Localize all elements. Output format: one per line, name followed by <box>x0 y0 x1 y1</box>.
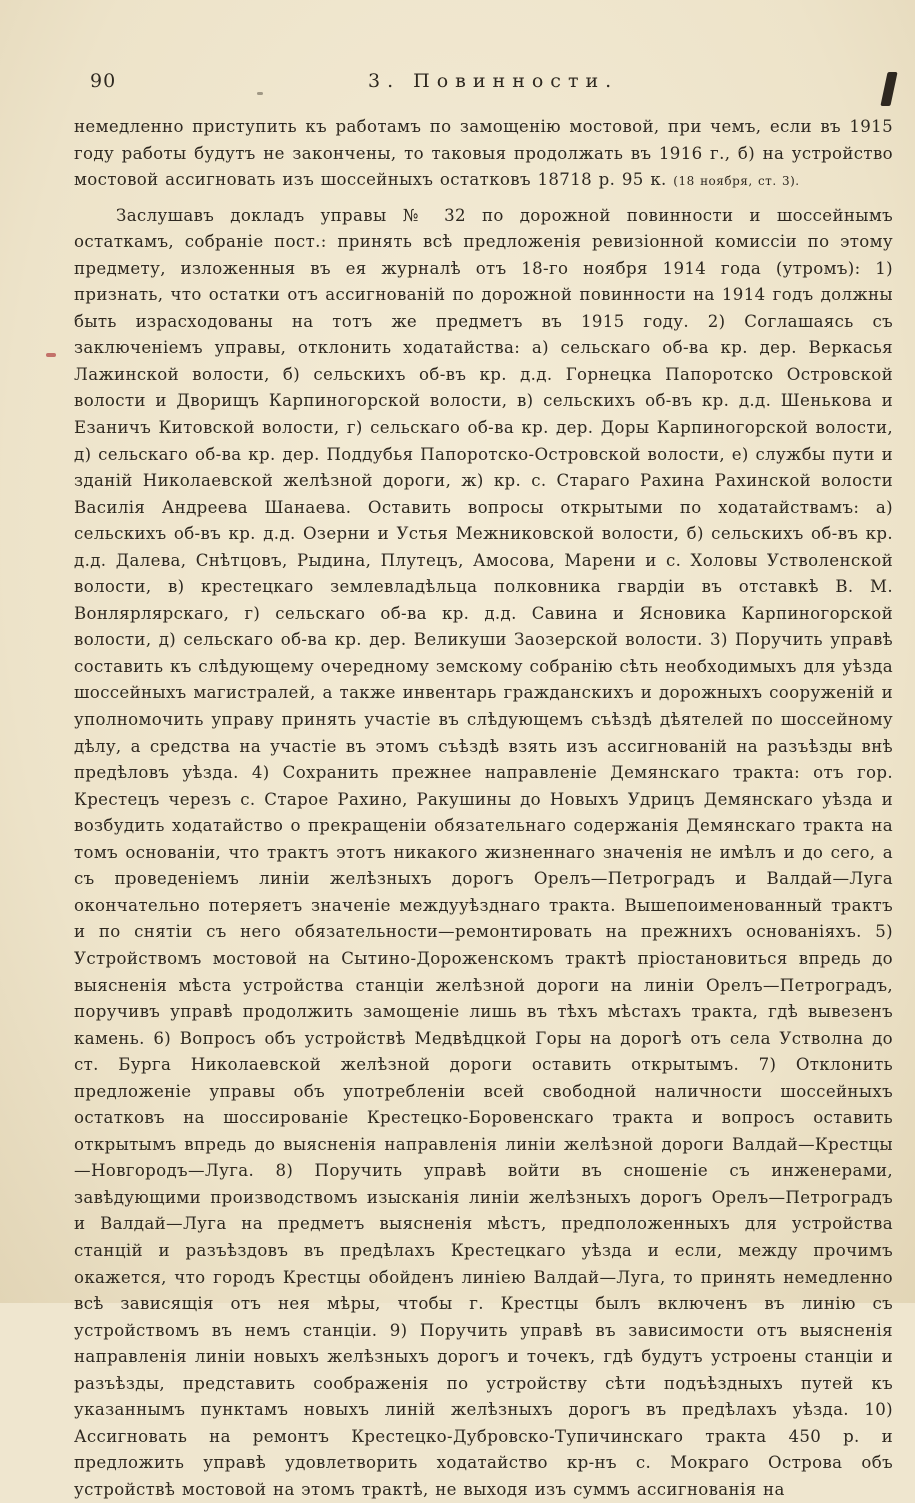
paragraph-1-text: немедленно приступить къ работамъ по замощенію мостовой, при чемъ, если въ 1915 году работы будутъ не закончены, то таковыя продолжать въ 1916 г., б) на устройство мостовой ассигновать изъ шоссейныхъ остатковъ 18718 р. 95 к. <box>74 117 893 190</box>
page-header <box>78 70 898 100</box>
running-title: 3. Повинности. <box>368 70 619 92</box>
corner-ink-mark <box>880 72 897 106</box>
session-reference-note: (18 ноября, ст. 3). <box>673 174 800 189</box>
page-number: 90 <box>90 70 117 92</box>
paragraph-continuation <box>74 114 893 195</box>
body-text <box>74 114 893 1503</box>
margin-mark <box>46 353 56 357</box>
ink-speck <box>257 92 263 95</box>
paragraph-resolution: Заслушавъ докладъ управы № 32 по дорожной повинности и шоссейнымъ остаткамъ, собраніе пост.: принять всѣ предложенія ревизіонной комиссіи по этому предмету, изложенныя въ ея журналѣ отъ 18-го ноября 1914 года (утромъ): 1) признать, что остатки отъ ассигнованій по дорожной повинности на 1914 годъ должны быть израсходованы на тотъ же предметъ въ 1915 году. 2) Соглашаясь съ заключеніемъ управы, отклонить ходатайства: а) сельскаго об-ва кр. дер. Веркасья Лажинской волости, б) сельскихъ об-въ кр. д.д. Горнецка Папоротско Островской волости и Дворищъ Карпиногорской волости, в) сельскихъ об-въ кр. д.д. Шенькова и Езаничъ Китовской волости, г) сельскаго об-ва кр. дер. Доры Карпиногорской волости, д) сельскаго об-ва кр. дер. Поддубья Папоротско-Островской волости, е) службы пути и зданій Николаевской желѣзной дороги, ж) кр. с. Стараго Рахина Рахинской волости Василія Андреева Шанаева. Оставить вопросы открытыми по ходатайствамъ: а) сельскихъ об-въ кр. д.д. Озерни и Устья Межниковской волости, б) сельскихъ об-въ кр. д.д. Далева, Снѣтцовъ, Рыдина, Плутецъ, Амосова, Марени и с. Холовы Устволенской волости, в) крестецкаго землевладѣльца полковника гвардіи въ отставкѣ В. М. Вонлярлярскаго, г) сельскаго об-ва кр. д.д. Савина и Ясновика Карпиногорской волости, д) сельскаго об-ва кр. дер. Великуши Заозерской волости. 3) Поручить управѣ составить къ слѣдующему очередному земскому собранію сѣть необходимыхъ для уѣзда шоссейныхъ магистралей, а также инвентарь гражданскихъ и дорожныхъ сооруженій и уполномочить управу принять участіе въ слѣдующемъ съѣздѣ дѣятелей по шоссейному дѣлу, а средства на участіе въ этомъ съѣздѣ взять изъ ассигнованій на разъѣзды внѣ предѣловъ уѣзда. 4) Сохранить прежнее направленіе Демянскаго тракта: отъ гор. Крестецъ черезъ с. Старое Рахино, Ракушины до Новыхъ Удрицъ Демянскаго уѣзда и возбудить ходатайство о прекращеніи обязательнаго содержанія Демянскаго тракта на томъ основаніи, что трактъ этотъ никакого жизненнаго значенія не имѣлъ и до сего, а съ проведеніемъ линіи желѣзныхъ дорогъ Орелъ—Петроградъ и Валдай—Луга окончательно потеряетъ значеніе междууѣзднаго тракта. Вышепоименованный трактъ и по снятіи съ него обязательности—ремонтировать на прежнихъ основаніяхъ. 5) Устройствомъ мостовой на Сытино-Дороженскомъ трактѣ пріостановиться впредь до выясненія мѣста устройства станціи желѣзной дороги на линіи Орелъ—Петроградъ, поручивъ управѣ продолжить замощеніе лишь въ тѣхъ мѣстахъ тракта, гдѣ вывезенъ камень. 6) Вопросъ объ устройствѣ Медвѣдцкой Горы на дорогѣ отъ села Устволна до ст. Бурга Николаевской желѣзной дороги оставить открытымъ. 7) Отклонить предложеніе управы объ употребленіи всей свободной наличности шоссейныхъ остатковъ на шоссированіе Крестецко-Боровенскаго тракта и вопросъ оставить открытымъ впредь до выясненія направленія линіи желѣзной дороги Валдай—Крестцы—Новгородъ—Луга. 8) Поручить управѣ войти въ сношеніе съ инженерами, завѣдующими производствомъ изысканія линіи желѣзныхъ дорогъ Орелъ—Петроградъ и Валдай—Луга на предметъ выясненія мѣстъ, предположенныхъ для устройства станцій и разъѣздовъ въ предѣлахъ Крестецкаго уѣзда и если, между прочимъ окажется, что городъ Крестцы обойденъ линіею Валдай—Луга, то принять немедленно всѣ зависящія отъ нея мѣры, чтобы г. Крестцы былъ включенъ въ линію съ устройствомъ въ немъ станціи. 9) Поручить управѣ въ зависимости отъ выясненія направленія линіи новыхъ желѣзныхъ дорогъ и точекъ, гдѣ будутъ устроены станціи и разъѣзды, представить соображенія по устройству сѣти подъѣздныхъ путей къ указаннымъ пунктамъ новыхъ линій желѣзныхъ дорогъ въ предѣлахъ уѣзда. 10) Ассигновать на ремонтъ Крестецко-Дубровско-Тупичинскаго тракта 450 р. и предложить управѣ удовлетворить ходатайство кр-нъ с. Мокраго Острова объ устройствѣ мостовой на этомъ трактѣ, не выходя изъ суммъ ассигнованія на <box>74 205 893 1499</box>
